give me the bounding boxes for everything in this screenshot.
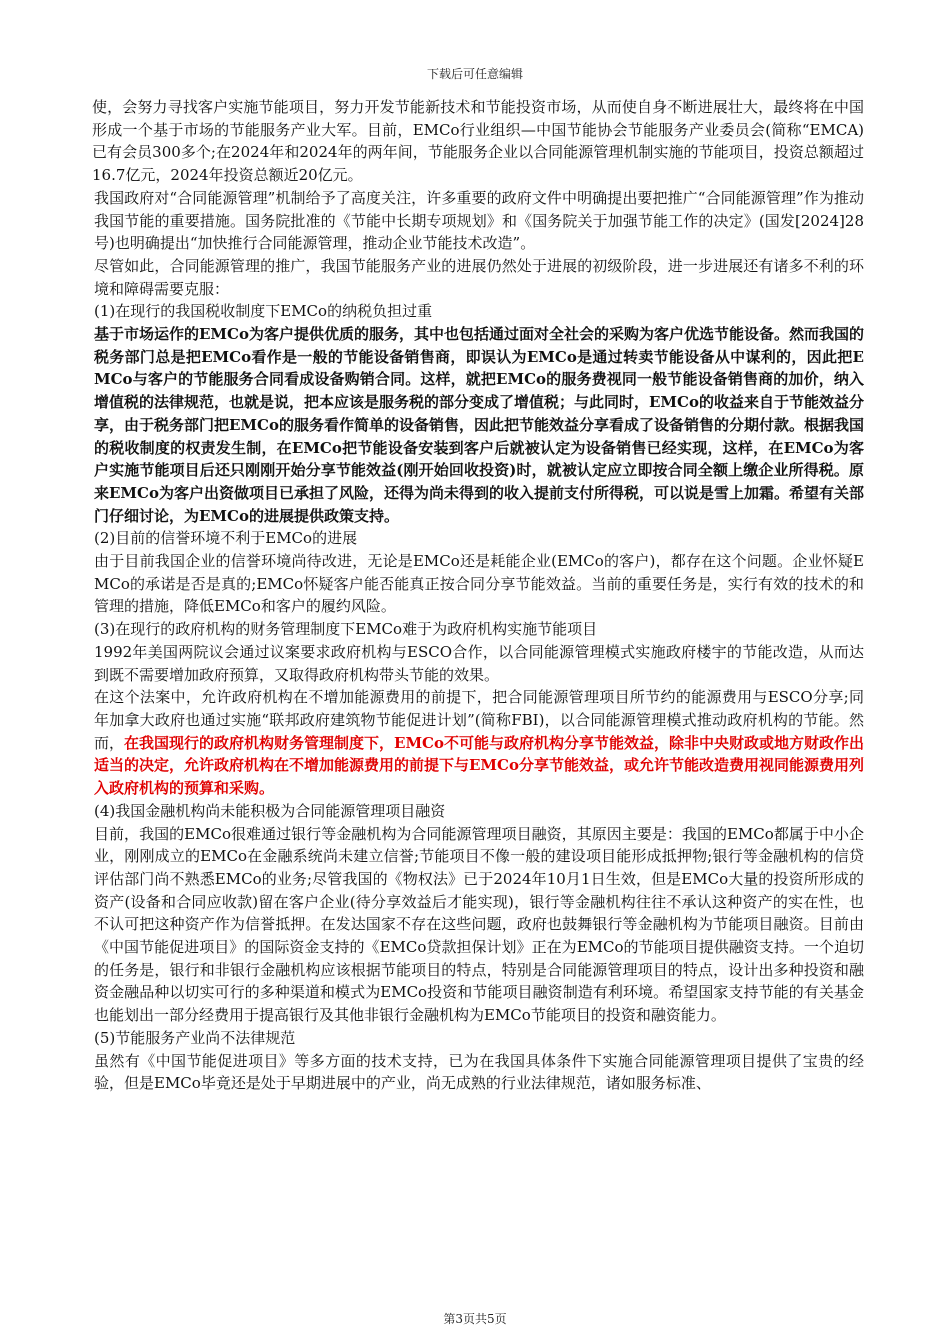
paragraph-intro-continuation: 使，会努力寻找客户实施节能项目，努力开发节能新技术和节能投资市场，从而使自身不断进展壮大，最终将在中国形成一个基于市场的节能服务产业大军。目前，EMCo行业组织—中国节能协会节能服务产业委员会(简称“EMCA)已有会员300多个;在2024年和2024年的两年间，节能服务企业以合同能源管理机制实施的节能项目，投资总额超过16.7亿元，2024年投资总额近20亿元。: [92, 98, 864, 185]
page-header-note: 下载后可任意编辑: [426, 67, 523, 81]
paragraph-government-finance-highlight: 在我国现行的政府机构财务管理制度下，EMCo不可能与政府机构分享节能效益，除非中央财政或地方财政作出适当的决定，允许政府机构在不增加能源费用的前提下与EMCo分享节能效益，或允许节能改造费用视同能源费用列入政府机构的预算和采购。: [94, 733, 865, 798]
page-number: 第3页共5页: [443, 1312, 507, 1326]
section-heading-credit: (2)目前的信誉环境不利于EMCo的进展: [94, 529, 358, 548]
paragraph-government-finance: [92, 686, 864, 800]
paragraph-government-finance-normal: 在这个法案中，允许政府机构在不增加能源费用的前提下，把合同能源管理项目所节约的能源费用与ESCO分享;同年加拿大政府也通过实施“联邦政府建筑物节能促进计划”(简称FBI)，以合同能源管理模式推动政府机构的节能。然而，: [94, 688, 864, 752]
paragraph-government-attention: 我国政府对“合同能源管理”机制给予了高度关注，许多重要的政府文件中明确提出要把推广“合同能源管理”作为推动我国节能的重要措施。国务院批准的《节能中长期专项规划》和《国务院关于加强节能工作的决定》(国发[2024]28号)也明确提出“加快推行合同能源管理，推动企业节能技术改造”。: [94, 188, 864, 253]
section-heading-regulation: (5)节能服务产业尚不法律规范: [94, 1028, 296, 1047]
section-heading-tax: (1)在现行的我国税收制度下EMCo的纳税负担过重: [94, 302, 433, 321]
section-heading-government-finance: (3)在现行的政府机构的财务管理制度下EMCo难于为政府机构实施节能项目: [94, 620, 598, 639]
paragraph-tax-burden: 基于市场运作的EMCo为客户提供优质的服务，其中也包括通过面对全社会的采购为客户优选节能设备。然而我国的税务部门总是把EMCo看作是一般的节能设备销售商，即误认为EMCo是通过转卖节能设备从中谋利的，因此把EMCo与客户的节能服务合同看成设备购销合同。这样，就把EMCo的服务费视同一般节能设备销售商的加价，纳入增值税的法律规范，也就是说，把本应该是服务税的部分变成了增值税；与此同时，EMCo的收益来自于节能效益分享，由于税务部门把EMCo的服务看作简单的设备销售，因此把节能效益分享看成了设备销售的分期付款。根据我国的税收制度的权责发生制，在EMCo把节能设备安装到客户后就被认定为设备销售已经实现，这样，在EMCo为客户实施节能项目后还只刚刚开始分享节能效益(刚开始回收投资)时，就被认定应立即按合同全额上缴企业所得税。原来EMCo为客户出资做项目已承担了风险，还得为尚未得到的收入提前支付所得税，可以说是雪上加霜。希望有关部门仔细讨论，为EMCo的进展提供政策支持。: [94, 325, 864, 525]
paragraph-credit-environment: 由于目前我国企业的信誉环境尚待改进，无论是EMCo还是耗能企业(EMCo的客户)，都存在这个问题。企业怀疑EMCo的承诺是否是真的;EMCo怀疑客户能否能真正按合同分享节能效益。当前的重要任务是，实行有效的技术的和管理的措施，降低EMCo和客户的履约风险。: [94, 552, 864, 616]
paragraph-us-congress: 1992年美国两院议会通过议案要求政府机构与ESCO合作，以合同能源管理模式实施政府楼宇的节能改造，从而达到既不需要增加政府预算，又取得政府机构带头节能的效果。: [94, 642, 864, 684]
document-body: [92, 96, 864, 1095]
paragraph-obstacles-intro: 尽管如此，合同能源管理的推广，我国节能服务产业的进展仍然处于进展的初级阶段，进一步进展还有诸多不利的环境和障碍需要克服：: [94, 256, 864, 298]
section-heading-financing: (4)我国金融机构尚未能积极为合同能源管理项目融资: [94, 801, 446, 820]
paragraph-financing: 目前，我国的EMCo很难通过银行等金融机构为合同能源管理项目融资，其原因主要是：我国的EMCo都属于中小企业，刚刚成立的EMCo在金融系统尚未建立信誉;节能项目不像一般的建设项目能形成抵押物;银行等金融机构的信贷评估部门尚不熟悉EMCo的业务;尽管我国的《物权法》已于2024年10月1日生效，但是EMCo大量的投资所形成的资产(设备和合同应收款)留在客户企业(待分享效益后才能实现)，银行等金融机构往往不承认这种资产的实在性，也不认可把这种资产作为信誉抵押。在发达国家不存在这些问题，政府也鼓舞银行等金融机构为节能项目融资。目前由《中国节能促进项目》的国际资金支持的《EMCo贷款担保计划》正在为EMCo的节能项目提供融资支持。一个迫切的任务是，银行和非银行金融机构应该根据节能项目的特点，特别是合同能源管理项目的特点，设计出多种投资和融资金融品种以切实可行的多种渠道和模式为EMCo投资和节能项目融资制造有利环境。希望国家支持节能的有关基金也能划出一部分经费用于提高银行及其他非银行金融机构为EMCo节能项目的投资和融资能力。: [94, 824, 864, 1025]
paragraph-regulation: 虽然有《中国节能促进项目》等多方面的技术支持，已为在我国具体条件下实施合同能源管理项目提供了宝贵的经验，但是EMCo毕竟还是处于早期进展中的产业，尚无成熟的行业法律规范，诸如服务标准、: [94, 1051, 864, 1093]
